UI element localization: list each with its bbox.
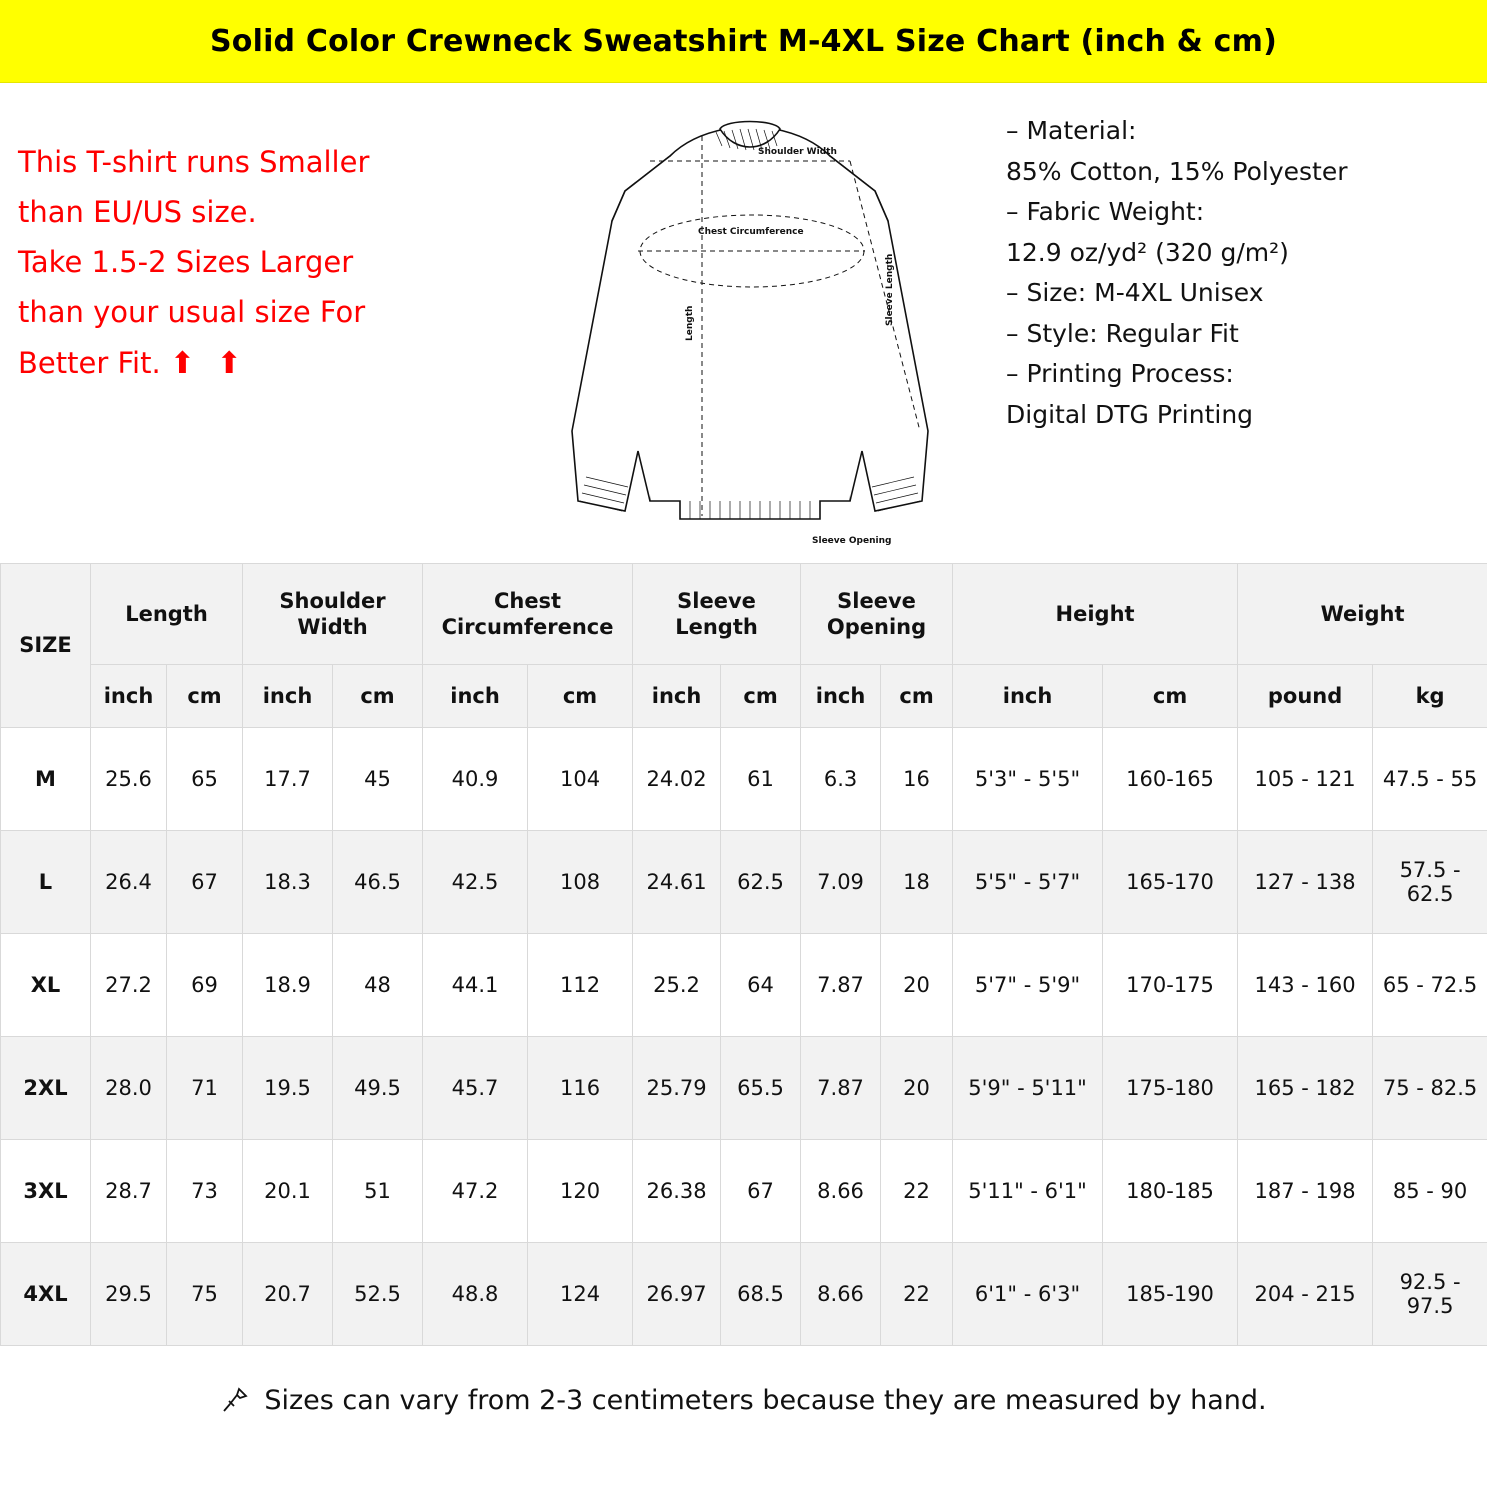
- unit-sleeve-opening-cm: cm: [881, 665, 953, 728]
- cell: 48.8: [423, 1243, 528, 1346]
- row-size: 2XL: [1, 1037, 91, 1140]
- header-weight: Weight: [1238, 564, 1487, 665]
- up-arrows-icon: ⬆ ⬆: [169, 345, 248, 381]
- fit-warning-line-3: Take 1.5-2 Sizes Larger: [18, 244, 354, 279]
- measurement-note: [0, 1346, 1487, 1454]
- spec-line-4: 12.9 oz/yd² (320 g/m²): [1006, 237, 1289, 267]
- cell: 5'9" - 5'11": [953, 1037, 1103, 1140]
- header-chest-circumference: Chest Circumference: [423, 564, 633, 665]
- top-info-area: [0, 83, 1487, 563]
- unit-length-cm: cm: [167, 665, 243, 728]
- cell: 5'7" - 5'9": [953, 934, 1103, 1037]
- cell: 67: [721, 1140, 801, 1243]
- cell: 165 - 182: [1238, 1037, 1373, 1140]
- cell: 104: [528, 728, 633, 831]
- unit-shoulder-inch: inch: [243, 665, 333, 728]
- cell: 5'5" - 5'7": [953, 831, 1103, 934]
- cell: 143 - 160: [1238, 934, 1373, 1037]
- cell: 124: [528, 1243, 633, 1346]
- unit-chest-cm: cm: [528, 665, 633, 728]
- cell: 8.66: [801, 1243, 881, 1346]
- cell: 180-185: [1103, 1140, 1238, 1243]
- cell: 64: [721, 934, 801, 1037]
- spec-line-2: 85% Cotton, 15% Polyester: [1006, 156, 1348, 186]
- spec-line-3: – Fabric Weight:: [1006, 197, 1205, 226]
- group-header-row: [1, 564, 1487, 665]
- cell: 29.5: [91, 1243, 167, 1346]
- fit-warning-line-1: This T-shirt runs Smaller: [18, 145, 370, 179]
- cell: 20: [881, 934, 953, 1037]
- fit-warning-line-5-text: Better Fit.: [18, 345, 161, 380]
- cell: 26.38: [633, 1140, 721, 1243]
- cell: 16: [881, 728, 953, 831]
- cell: 85 - 90: [1373, 1140, 1487, 1243]
- cell: 20.7: [243, 1243, 333, 1346]
- cell: 65: [167, 728, 243, 831]
- cell: 40.9: [423, 728, 528, 831]
- cell: 112: [528, 934, 633, 1037]
- cell: 165-170: [1103, 831, 1238, 934]
- label-chest-circumference: Chest Circumference: [698, 227, 804, 237]
- row-size: XL: [1, 934, 91, 1037]
- cell: 7.87: [801, 934, 881, 1037]
- label-shoulder-width: Shoulder Width: [758, 147, 837, 157]
- table-row: [1, 1243, 1487, 1346]
- cell: 20: [881, 1037, 953, 1140]
- cell: 5'3" - 5'5": [953, 728, 1103, 831]
- unit-shoulder-cm: cm: [333, 665, 423, 728]
- spec-line-8: Digital DTG Printing: [1006, 399, 1254, 429]
- table-row: [1, 728, 1487, 831]
- cell: 62.5: [721, 831, 801, 934]
- cell: 75: [167, 1243, 243, 1346]
- header-length: Length: [91, 564, 243, 665]
- spec-line-1: – Material:: [1006, 116, 1137, 145]
- label-length: Length: [685, 305, 695, 341]
- cell: 175-180: [1103, 1037, 1238, 1140]
- cell: 160-165: [1103, 728, 1238, 831]
- cell: 24.61: [633, 831, 721, 934]
- cell: 185-190: [1103, 1243, 1238, 1346]
- header-size: SIZE: [1, 564, 91, 728]
- cell: 20.1: [243, 1140, 333, 1243]
- row-size: 3XL: [1, 1140, 91, 1243]
- product-specs: [990, 83, 1487, 563]
- cell: 22: [881, 1243, 953, 1346]
- cell: 47.2: [423, 1140, 528, 1243]
- fit-warning: [0, 83, 520, 563]
- unit-sleeve-length-inch: inch: [633, 665, 721, 728]
- cell: 92.5 - 97.5: [1373, 1243, 1487, 1346]
- cell: 105 - 121: [1238, 728, 1373, 831]
- cell: 69: [167, 934, 243, 1037]
- unit-height-inch: inch: [953, 665, 1103, 728]
- cell: 48: [333, 934, 423, 1037]
- unit-header-row: [1, 665, 1487, 728]
- cell: 8.66: [801, 1140, 881, 1243]
- fit-warning-line-5: [18, 338, 500, 390]
- unit-weight-kg: kg: [1373, 665, 1487, 728]
- table-head: [1, 564, 1487, 728]
- garment-diagram: [520, 83, 990, 563]
- unit-chest-inch: inch: [423, 665, 528, 728]
- spec-line-6: – Style: Regular Fit: [1006, 318, 1239, 348]
- label-sleeve-length: Sleeve Length: [885, 253, 895, 326]
- cell: 71: [167, 1037, 243, 1140]
- table-row: [1, 831, 1487, 934]
- spec-line-5: – Size: M-4XL Unisex: [1006, 278, 1264, 307]
- cell: 6'1" - 6'3": [953, 1243, 1103, 1346]
- pin-icon: [220, 1385, 250, 1415]
- cell: 26.4: [91, 831, 167, 934]
- cell: 27.2: [91, 934, 167, 1037]
- page-title: Solid Color Crewneck Sweatshirt M-4XL Size Chart (inch & cm): [209, 23, 1278, 59]
- unit-height-cm: cm: [1103, 665, 1238, 728]
- cell: 75 - 82.5: [1373, 1037, 1487, 1140]
- cell: 67: [167, 831, 243, 934]
- unit-sleeve-length-cm: cm: [721, 665, 801, 728]
- cell: 45.7: [423, 1037, 528, 1140]
- cell: 51: [333, 1140, 423, 1243]
- row-size: L: [1, 831, 91, 934]
- cell: 57.5 - 62.5: [1373, 831, 1487, 934]
- cell: 170-175: [1103, 934, 1238, 1037]
- cell: 46.5: [333, 831, 423, 934]
- header-height: Height: [953, 564, 1238, 665]
- cell: 7.87: [801, 1037, 881, 1140]
- cell: 28.0: [91, 1037, 167, 1140]
- cell: 18.3: [243, 831, 333, 934]
- cell: 187 - 198: [1238, 1140, 1373, 1243]
- cell: 108: [528, 831, 633, 934]
- cell: 19.5: [243, 1037, 333, 1140]
- cell: 65.5: [721, 1037, 801, 1140]
- cell: 7.09: [801, 831, 881, 934]
- cell: 204 - 215: [1238, 1243, 1373, 1346]
- row-size: M: [1, 728, 91, 831]
- table-row: [1, 1140, 1487, 1243]
- cell: 25.79: [633, 1037, 721, 1140]
- cell: 49.5: [333, 1037, 423, 1140]
- cell: 68.5: [721, 1243, 801, 1346]
- cell: 44.1: [423, 934, 528, 1037]
- cell: 61: [721, 728, 801, 831]
- cell: 5'11" - 6'1": [953, 1140, 1103, 1243]
- cell: 65 - 72.5: [1373, 934, 1487, 1037]
- cell: 73: [167, 1140, 243, 1243]
- table-row: [1, 934, 1487, 1037]
- sweatshirt-illustration: [520, 101, 980, 561]
- cell: 25.2: [633, 934, 721, 1037]
- header-sleeve-opening: Sleeve Opening: [801, 564, 953, 665]
- spec-line-7: – Printing Process:: [1006, 359, 1234, 388]
- cell: 6.3: [801, 728, 881, 831]
- fit-warning-line-2: than EU/US size.: [18, 194, 257, 229]
- cell: 47.5 - 55: [1373, 728, 1487, 831]
- fit-warning-line-4: than your usual size For: [18, 294, 366, 329]
- header-shoulder-width: Shoulder Width: [243, 564, 423, 665]
- cell: 45: [333, 728, 423, 831]
- cell: 42.5: [423, 831, 528, 934]
- unit-length-inch: inch: [91, 665, 167, 728]
- cell: 25.6: [91, 728, 167, 831]
- row-size: 4XL: [1, 1243, 91, 1346]
- table-row: [1, 1037, 1487, 1140]
- header-sleeve-length: Sleeve Length: [633, 564, 801, 665]
- header-bar: [0, 0, 1487, 83]
- cell: 116: [528, 1037, 633, 1140]
- size-table: [0, 563, 1487, 1346]
- measurement-note-text: Sizes can vary from 2-3 centimeters because they are measured by hand.: [264, 1384, 1267, 1416]
- table-body: [1, 728, 1487, 1346]
- unit-sleeve-opening-inch: inch: [801, 665, 881, 728]
- cell: 22: [881, 1140, 953, 1243]
- cell: 127 - 138: [1238, 831, 1373, 934]
- cell: 17.7: [243, 728, 333, 831]
- cell: 52.5: [333, 1243, 423, 1346]
- cell: 18.9: [243, 934, 333, 1037]
- cell: 28.7: [91, 1140, 167, 1243]
- unit-weight-pound: pound: [1238, 665, 1373, 728]
- cell: 24.02: [633, 728, 721, 831]
- label-sleeve-opening: Sleeve Opening: [812, 536, 892, 546]
- cell: 26.97: [633, 1243, 721, 1346]
- cell: 120: [528, 1140, 633, 1243]
- cell: 18: [881, 831, 953, 934]
